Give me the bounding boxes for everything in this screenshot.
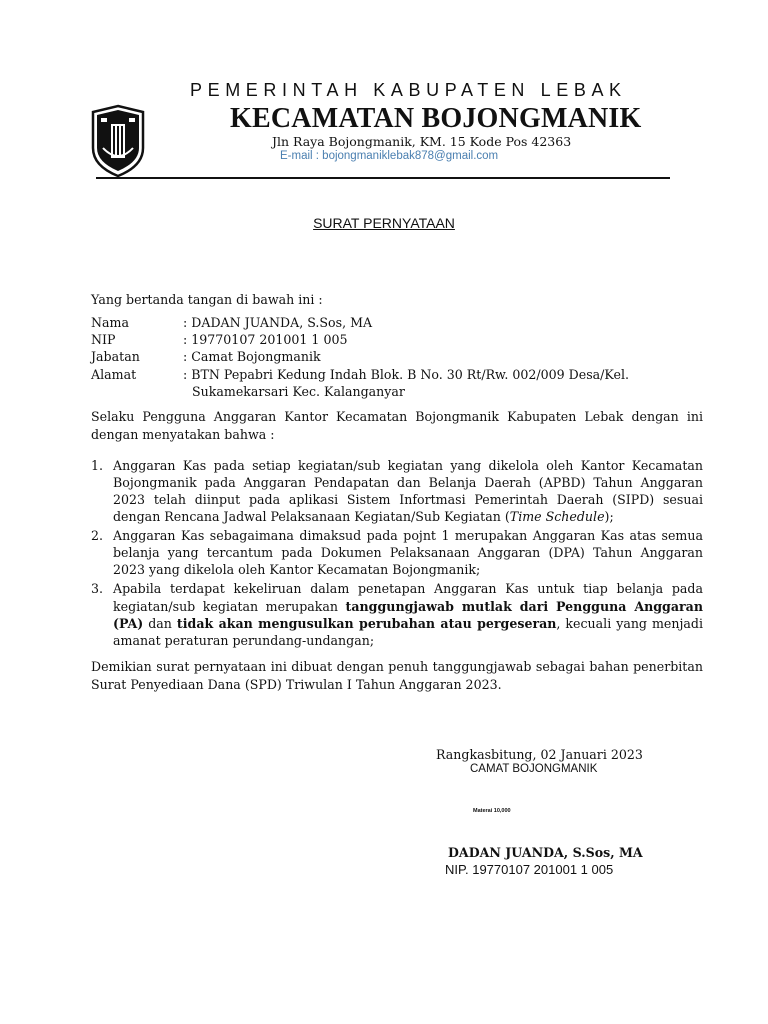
label-jabatan: Jabatan	[91, 349, 140, 364]
office-address: Jln Raya Bojongmanik, KM. 15 Kode Pos 42363	[272, 134, 572, 149]
label-nip: NIP	[91, 332, 116, 347]
letterhead-divider	[96, 177, 670, 179]
item-2-line-2: belanja yang tercantum pada Dokumen Pelaksanaan Anggaran (DPA) Tahun Anggaran	[113, 545, 703, 560]
label-alamat: Alamat	[91, 367, 137, 382]
intro-text: Yang bertanda tangan di bawah ini :	[91, 292, 323, 307]
document-title: SURAT PERNYATAAN	[313, 215, 455, 231]
item-2-line-1: Anggaran Kas sebagaimana dimaksud pada pojnt 1 merupakan Anggaran Kas atas semua	[113, 528, 703, 543]
statement-line-2: dengan menyatakan bahwa :	[91, 427, 275, 442]
item-1-line-3: 2023 telah diinput pada aplikasi Sistem Infortmasi Pemerintah Daerah (SIPD) sesuai	[113, 492, 703, 507]
stamp-duty-label: Materai 10,000	[473, 808, 511, 814]
item-1-line-2: Bojongmanik pada Anggaran Pendapatan dan Belanja Daerah (APBD) Tahun Anggaran	[113, 475, 703, 490]
value-nip: : 19770107 201001 1 005	[183, 332, 348, 347]
label-nama: Nama	[91, 315, 129, 330]
value-jabatan: : Camat Bojongmanik	[183, 349, 321, 364]
office-name: KECAMATAN BOJONGMANIK	[230, 103, 642, 134]
value-alamat: : BTN Pepabri Kedung Indah Blok. B No. 30 Rt/Rw. 002/009 Desa/Kel.	[183, 367, 629, 382]
item-3-number: 3.	[91, 581, 104, 596]
signature-role: CAMAT BOJONGMANIK	[470, 763, 598, 775]
item-3-line-2: kegiatan/sub kegiatan merupakan tanggungjawab mutlak dari Pengguna Anggaran	[113, 599, 703, 614]
item-2-line-3: 2023 yang dikelola oleh Kantor Kecamatan Bojongmanik;	[113, 562, 481, 577]
value-alamat-continued: Sukamekarsari Kec. Kalanganyar	[192, 384, 405, 399]
office-email: E-mail : bojongmaniklebak878@gmail.com	[280, 150, 499, 162]
signatory-name: DADAN JUANDA, S.Sos, MA	[448, 845, 643, 860]
government-name: PEMERINTAH KABUPATEN LEBAK	[190, 80, 627, 100]
signature-place-date: Rangkasbitung, 02 Januari 2023	[436, 747, 643, 762]
item-1-number: 1.	[91, 458, 104, 473]
item-1-line-1: Anggaran Kas pada setiap kegiatan/sub kegiatan yang dikelola oleh Kantor Kecamatan	[113, 458, 703, 473]
value-nama: : DADAN JUANDA, S.Sos, MA	[183, 315, 373, 330]
closing-line-2: Surat Penyediaan Dana (SPD) Triwulan I Tahun Anggaran 2023.	[91, 677, 502, 692]
closing-line-1: Demikian surat pernyataan ini dibuat dengan penuh tanggungjawab sebagai bahan penerbitan	[91, 659, 703, 674]
item-1-line-4: dengan Rencana Jadwal Pelaksanaan Kegiatan/Sub Kegiatan (Time Schedule);	[113, 509, 614, 524]
item-3-line-3: (PA) dan tidak akan mengusulkan perubahan atau pergeseran, kecuali yang menjadi	[113, 616, 703, 631]
item-3-line-1: Apabila terdapat kekeliruan dalam penetapan Anggaran Kas untuk tiap belanja pada	[113, 581, 703, 596]
item-3-line-4: amanat peraturan perundang-undangan;	[113, 633, 375, 648]
statement-line-1: Selaku Pengguna Anggaran Kantor Kecamatan Bojongmanik Kabupaten Lebak dengan ini	[91, 409, 703, 424]
signatory-nip: NIP. 19770107 201001 1 005	[445, 862, 614, 877]
regency-crest-icon	[91, 104, 145, 178]
item-2-number: 2.	[91, 528, 104, 543]
